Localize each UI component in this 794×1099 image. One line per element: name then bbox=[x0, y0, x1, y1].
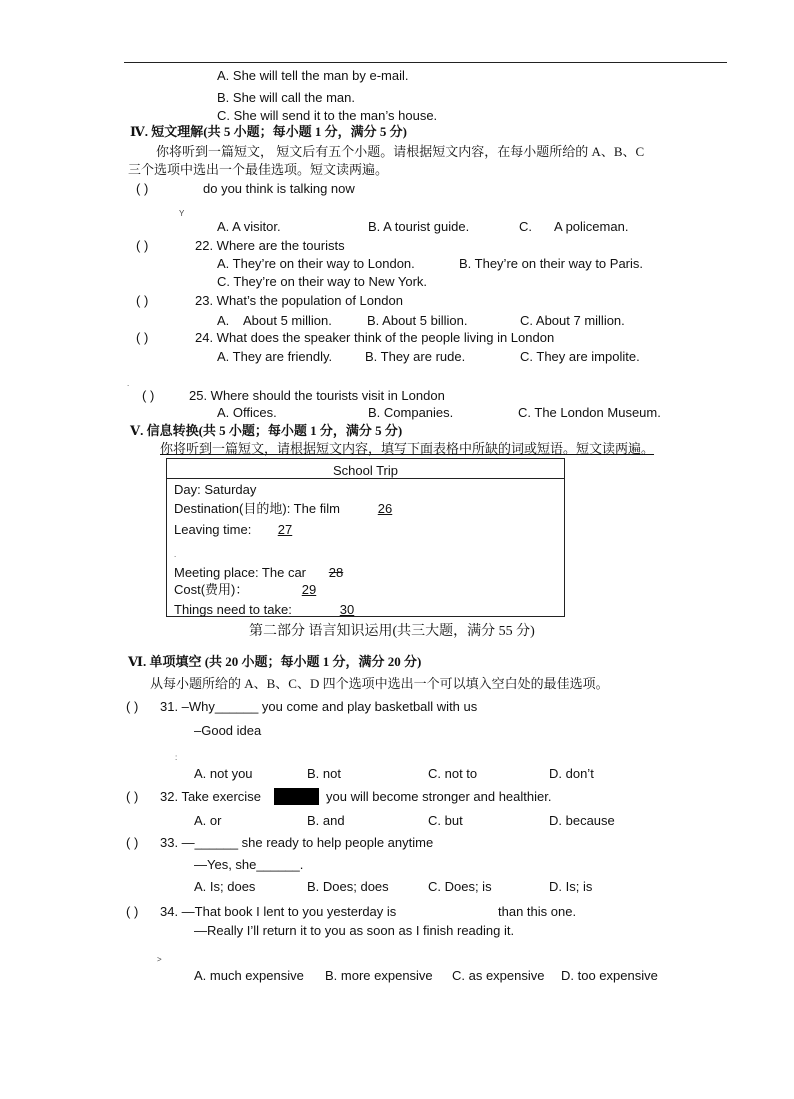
q34-stem-post: than this one. bbox=[498, 904, 577, 919]
option-c: C. She will send it to the man’s house. bbox=[217, 108, 438, 123]
q32-stem-post: you will become stronger and healthier. bbox=[326, 789, 552, 804]
q31-reply: –Good idea bbox=[194, 723, 262, 738]
q31-option-c: C. not to bbox=[428, 766, 478, 781]
q24-option-c: C. They are impolite. bbox=[520, 349, 640, 364]
q21-option-b: B. A tourist guide. bbox=[368, 219, 470, 234]
option-a: A. She will tell the man by e-mail. bbox=[217, 68, 409, 83]
q21-stem: do you think is talking now bbox=[203, 181, 355, 196]
q22-answer-paren: ( ) bbox=[136, 238, 149, 253]
section5-heading: Ⅴ. 信息转换(共 5 小题；每小题 1 分，满分 5 分) bbox=[130, 423, 403, 438]
q34-option-b: B. more expensive bbox=[325, 968, 433, 983]
q31-option-d: D. don’t bbox=[549, 766, 594, 781]
q21-option-c-letter: C. bbox=[519, 219, 532, 234]
q24-answer-paren: ( ) bbox=[136, 330, 149, 345]
q23-answer-paren: ( ) bbox=[136, 293, 149, 308]
q24-stem: 24. What does the speaker think of the people living in London bbox=[195, 330, 555, 345]
q23-option-a-letter: A. bbox=[217, 313, 230, 328]
table-leaving-time: Leaving time: bbox=[174, 522, 252, 537]
q22-option-a: A. They’re on their way to London. bbox=[217, 256, 415, 271]
q25-stem: 25. Where should the tourists visit in London bbox=[189, 388, 445, 403]
q34-stem-pre: 34. —That book I lent to you yesterday is bbox=[160, 904, 397, 919]
q32-option-b: B. and bbox=[307, 813, 345, 828]
q34-reply: —Really I’ll return it to you as soon as I finish reading it. bbox=[194, 923, 515, 938]
q22-option-b: B. They’re on their way to Paris. bbox=[459, 256, 644, 271]
redaction-block bbox=[274, 788, 319, 805]
q22-option-c: C. They’re on their way to New York. bbox=[217, 274, 428, 289]
stray-mark: . bbox=[127, 379, 130, 388]
table-cost: Cost(费用)： bbox=[174, 582, 249, 597]
q31-option-a: A. not you bbox=[194, 766, 253, 781]
option-b: B. She will call the man. bbox=[217, 90, 356, 105]
q23-option-a: About 5 million. bbox=[243, 313, 332, 328]
q31-answer-paren: ( ) bbox=[126, 699, 139, 714]
stray-mark: Y bbox=[179, 209, 185, 218]
table-destination: Destination(目的地): The film bbox=[174, 501, 340, 516]
q34-option-c: C. as expensive bbox=[452, 968, 545, 983]
q24-option-b: B. They are rude. bbox=[365, 349, 466, 364]
section4-heading: Ⅳ. 短文理解(共 5 小题；每小题 1 分，满分 5 分) bbox=[130, 124, 407, 139]
q33-option-a: A. Is; does bbox=[194, 879, 256, 894]
blank-27: 27 bbox=[277, 522, 293, 537]
q25-option-b: B. Companies. bbox=[368, 405, 454, 420]
q22-stem: 22. Where are the tourists bbox=[195, 238, 345, 253]
q24-option-a: A. They are friendly. bbox=[217, 349, 333, 364]
q32-answer-paren: ( ) bbox=[126, 789, 139, 804]
q21-answer-paren: ( ) bbox=[136, 181, 149, 196]
blank-26: 26 bbox=[377, 501, 393, 516]
stray-mark: : bbox=[175, 753, 178, 762]
table-day: Day: Saturday bbox=[174, 482, 257, 497]
table-things: Things need to take: bbox=[174, 602, 292, 617]
q33-stem: 33. —______ she ready to help people anytime bbox=[160, 835, 434, 850]
q33-option-d: D. Is; is bbox=[549, 879, 593, 894]
q33-answer-paren: ( ) bbox=[126, 835, 139, 850]
q23-option-c: C. About 7 million. bbox=[520, 313, 625, 328]
q33-option-c: C. Does; is bbox=[428, 879, 492, 894]
q25-answer-paren: ( ) bbox=[142, 388, 155, 403]
q33-reply: —Yes, she______. bbox=[194, 857, 304, 872]
q32-stem-pre: 32. Take exercise bbox=[160, 789, 261, 804]
q34-option-d: D. too expensive bbox=[561, 968, 658, 983]
blank-28: 28 bbox=[328, 565, 344, 580]
table-header bbox=[167, 459, 564, 479]
q31-stem: 31. –Why______ you come and play basketball with us bbox=[160, 699, 478, 714]
q23-option-b: B. About 5 billion. bbox=[367, 313, 468, 328]
top-rule bbox=[124, 62, 727, 63]
q32-option-a: A. or bbox=[194, 813, 222, 828]
q21-option-c: A policeman. bbox=[554, 219, 629, 234]
section6-heading: Ⅵ. 单项填空 (共 20 小题；每小题 1 分，满分 20 分) bbox=[128, 654, 422, 669]
q25-option-a: A. Offices. bbox=[217, 405, 277, 420]
part2-title: 第二部分 语言知识运用(共三大题，满分 55 分) bbox=[249, 624, 535, 639]
blank-30: 30 bbox=[339, 602, 355, 617]
blank-29: 29 bbox=[301, 582, 317, 597]
q23-stem: 23. What’s the population of London bbox=[195, 293, 403, 308]
q33-option-b: B. Does; does bbox=[307, 879, 389, 894]
q32-option-c: C. but bbox=[428, 813, 463, 828]
table-title: School Trip bbox=[332, 463, 399, 478]
table-meeting-place: Meeting place: The car bbox=[174, 565, 306, 580]
q25-option-c: C. The London Museum. bbox=[518, 405, 661, 420]
section4-instruction-1: 你将听到一篇短文， 短文后有五个小题。请根据短文内容，在每小题所给的 A、B、C bbox=[156, 144, 645, 159]
section6-instruction: 从每小题所给的 A、B、C、D 四个选项中选出一个可以填入空白处的最佳选项。 bbox=[150, 676, 609, 691]
q34-option-a: A. much expensive bbox=[194, 968, 304, 983]
stray-mark: > bbox=[157, 955, 162, 964]
q31-option-b: B. not bbox=[307, 766, 341, 781]
section5-instruction: 你将听到一篇短文，请根据短文内容，填写下面表格中所缺的词或短语。短文读两遍。 bbox=[160, 441, 655, 456]
q34-answer-paren: ( ) bbox=[126, 904, 139, 919]
q32-option-d: D. because bbox=[549, 813, 615, 828]
q21-option-a: A. A visitor. bbox=[217, 219, 281, 234]
stray-mark: . bbox=[174, 550, 177, 559]
section4-instruction-2: 三个选项中选出一个最佳选项。短文读两遍。 bbox=[128, 162, 389, 177]
